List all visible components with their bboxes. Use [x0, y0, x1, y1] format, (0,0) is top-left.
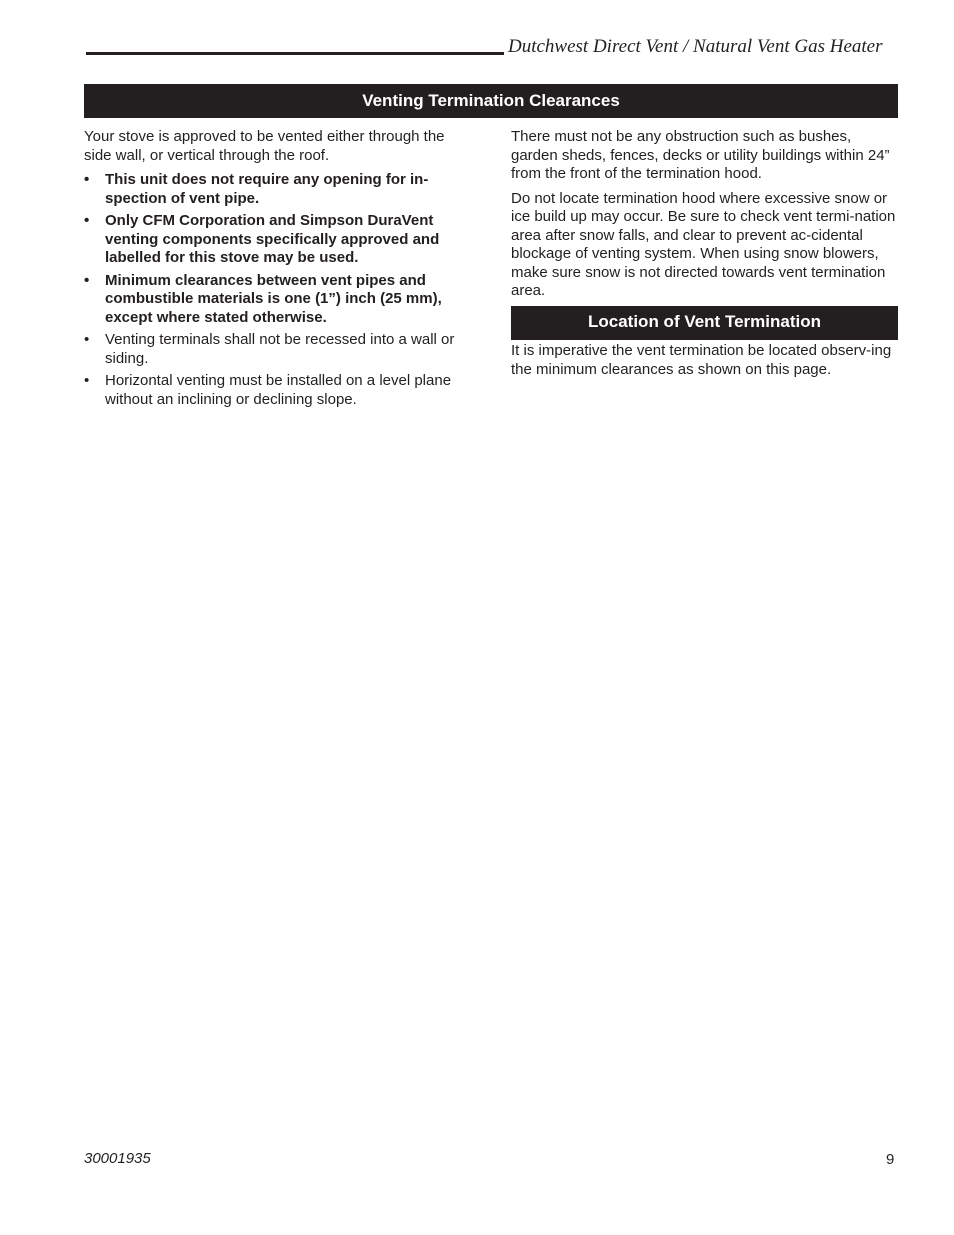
- venting-left-column: [84, 128, 476, 413]
- heading-bar-notch: [471, 118, 898, 122]
- bullet-icon: •: [84, 331, 90, 348]
- list-item: [84, 171, 476, 208]
- venting-clearances-heading: Venting Termination Clearances: [84, 84, 898, 118]
- list-item-text: Minimum clearances between vent pipes and combustible materials is one (1”) inch (25 mm), except where stated otherwise.: [105, 271, 442, 326]
- location-column: [511, 342, 901, 385]
- header-rule: [86, 52, 504, 55]
- list-item: [84, 331, 476, 368]
- list-item: [84, 372, 476, 409]
- bullet-icon: •: [84, 271, 90, 289]
- snow-paragraph: Do not locate termination hood where excessive snow or ice build up may occur. Be sure to check vent termi-nation area after snow falls, and clear to prevent ac-cidental blockage of venting system. When using snow blowers, make sure snow is not directed towards vent termination area.: [511, 189, 896, 299]
- bullet-icon: •: [84, 171, 90, 188]
- location-paragraph: It is imperative the vent termination be located observ-ing the minimum clearances as shown on this page.: [511, 342, 892, 378]
- location-heading: Location of Vent Termination: [511, 306, 898, 340]
- list-item-text: Horizontal venting must be installed on a level plane without an inclining or declining slope.: [105, 372, 452, 408]
- list-item-text: Venting terminals shall not be recessed into a wall or siding.: [105, 331, 455, 367]
- document-number: 30001935: [84, 1150, 151, 1167]
- list-item-text: This unit does not require any opening for in-spection of vent pipe.: [105, 171, 429, 207]
- bullet-icon: •: [84, 372, 90, 389]
- list-item: [84, 272, 476, 328]
- list-item-text: Only CFM Corporation and Simpson DuraVent venting components specifically approved and labelled for this stove may be used.: [105, 212, 440, 266]
- venting-right-column: [511, 128, 901, 307]
- bullet-icon: •: [84, 212, 90, 229]
- list-item: [84, 212, 476, 268]
- page-number: 9: [886, 1151, 895, 1168]
- obstruction-paragraph: There must not be any obstruction such as bushes, garden sheds, fences, decks or utility buildings within 24” from the front of the termination hood.: [511, 128, 890, 182]
- document-title: Dutchwest Direct Vent / Natural Vent Gas Heater: [508, 36, 883, 57]
- venting-intro: Your stove is approved to be vented either through the side wall, or vertical through the roof.: [84, 128, 445, 164]
- venting-bullet-list: [84, 171, 476, 409]
